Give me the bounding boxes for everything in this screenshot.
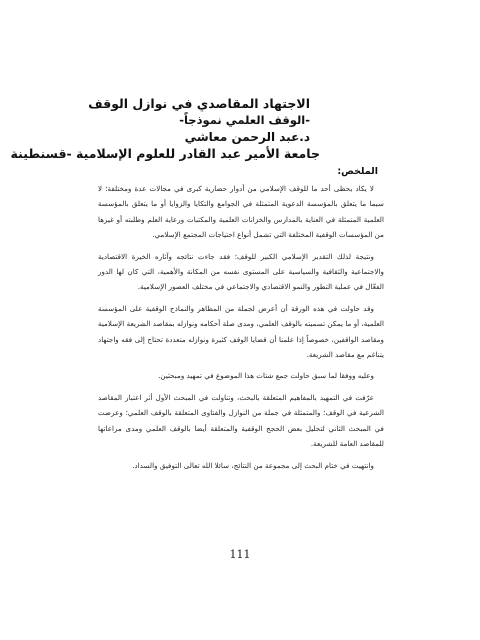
paragraph: ونتيجة لذلك التقدير الإسلامي الكبير للوقف؛ فقد جاءت نتائجه وآثاره الخيرة الاقتصادية والاجتماعية والثقافية والسياسية على المستوى نفسه من المكانة والأهمية، التي كان لها الدور الفعّال في عملية التطور والنمو الاقتصادي والاجتماعي في مختلف العصور الإسلامية. — [98, 251, 384, 292]
article-subtitle: -الوقف العلمي نموذجاً- — [179, 113, 310, 127]
paragraph: وعليه ووفقا لما سبق حاولت جمع شتات هذا الموضوع في تمهيد ومبحثين. — [158, 371, 374, 381]
article-title: الاجتهاد المقاصدي في نوازل الوقف — [88, 96, 310, 111]
author-affiliation: جامعة الأمير عبد القادر للعلوم الإسلامية -قسنطينة — [10, 146, 320, 161]
paragraph: وانتهيت في ختام البحث إلى مجموعة من النتائج، سائلا الله تعالى التوفيق والسداد. — [132, 460, 374, 470]
abstract-heading: الملخص: — [337, 166, 378, 177]
paragraph: وقد حاولت في هذه الورقة أن أعرض لجملة من المظاهر والنماذج الوقفية على المؤسسة العلمية، أو ما يمكن تسميته بالوقف العلمي، ومدى صلة أحكامه ونوازله بمقاصد الشريعة الإسلامية ومقاصد الواقفين، خصوصاً إذا علمنا أن قضايا الوقف كثيرة ونوازله متعددة تحتاج إلى فقه واجتهاد يتناغم مع مقاصد الشريعة. — [98, 303, 384, 360]
page-number: 111 — [229, 548, 251, 561]
abstract-body — [98, 181, 384, 479]
paragraph: لا يكاد يحظى أحد ما للوقف الإسلامي من أدوار حضارية كبرى في مجالات عدة ومختلفة؛ لا سيما ما يتعلق بالمؤسسة الدعوية المتمثلة في الجوامع والتكايا والزوايا أو ما يتعلق بالمؤسسة العلمية المتمثلة في العناية بالمدارس والخزانات العلمية والمكتبات ورعاية العلم وطلبته أو غيرها من المؤسسات الوقفية المختلفة التي تشمل أنواع احتياجات المجتمع الإسلامي. — [98, 184, 384, 240]
author-name: د.عبد الرحمن معاشي — [184, 130, 310, 144]
paragraph: عرّفت في التمهيد بالمفاهيم المتعلقة بالبحث، وتناولت في المبحث الأول أثر اعتبار المقاصد الشرعية في الوقف؛ والمتمثلة في جملة من النوازل والفتاوى المتعلقة بالوقف العلمي؛ وعرضت في المبحث الثاني لتحليل بعض الحجج الوقفية والمتعلقة أيضا بالوقف العلمي ومدى مراعاتها للمقاصد العامة للشريعة. — [98, 392, 384, 449]
